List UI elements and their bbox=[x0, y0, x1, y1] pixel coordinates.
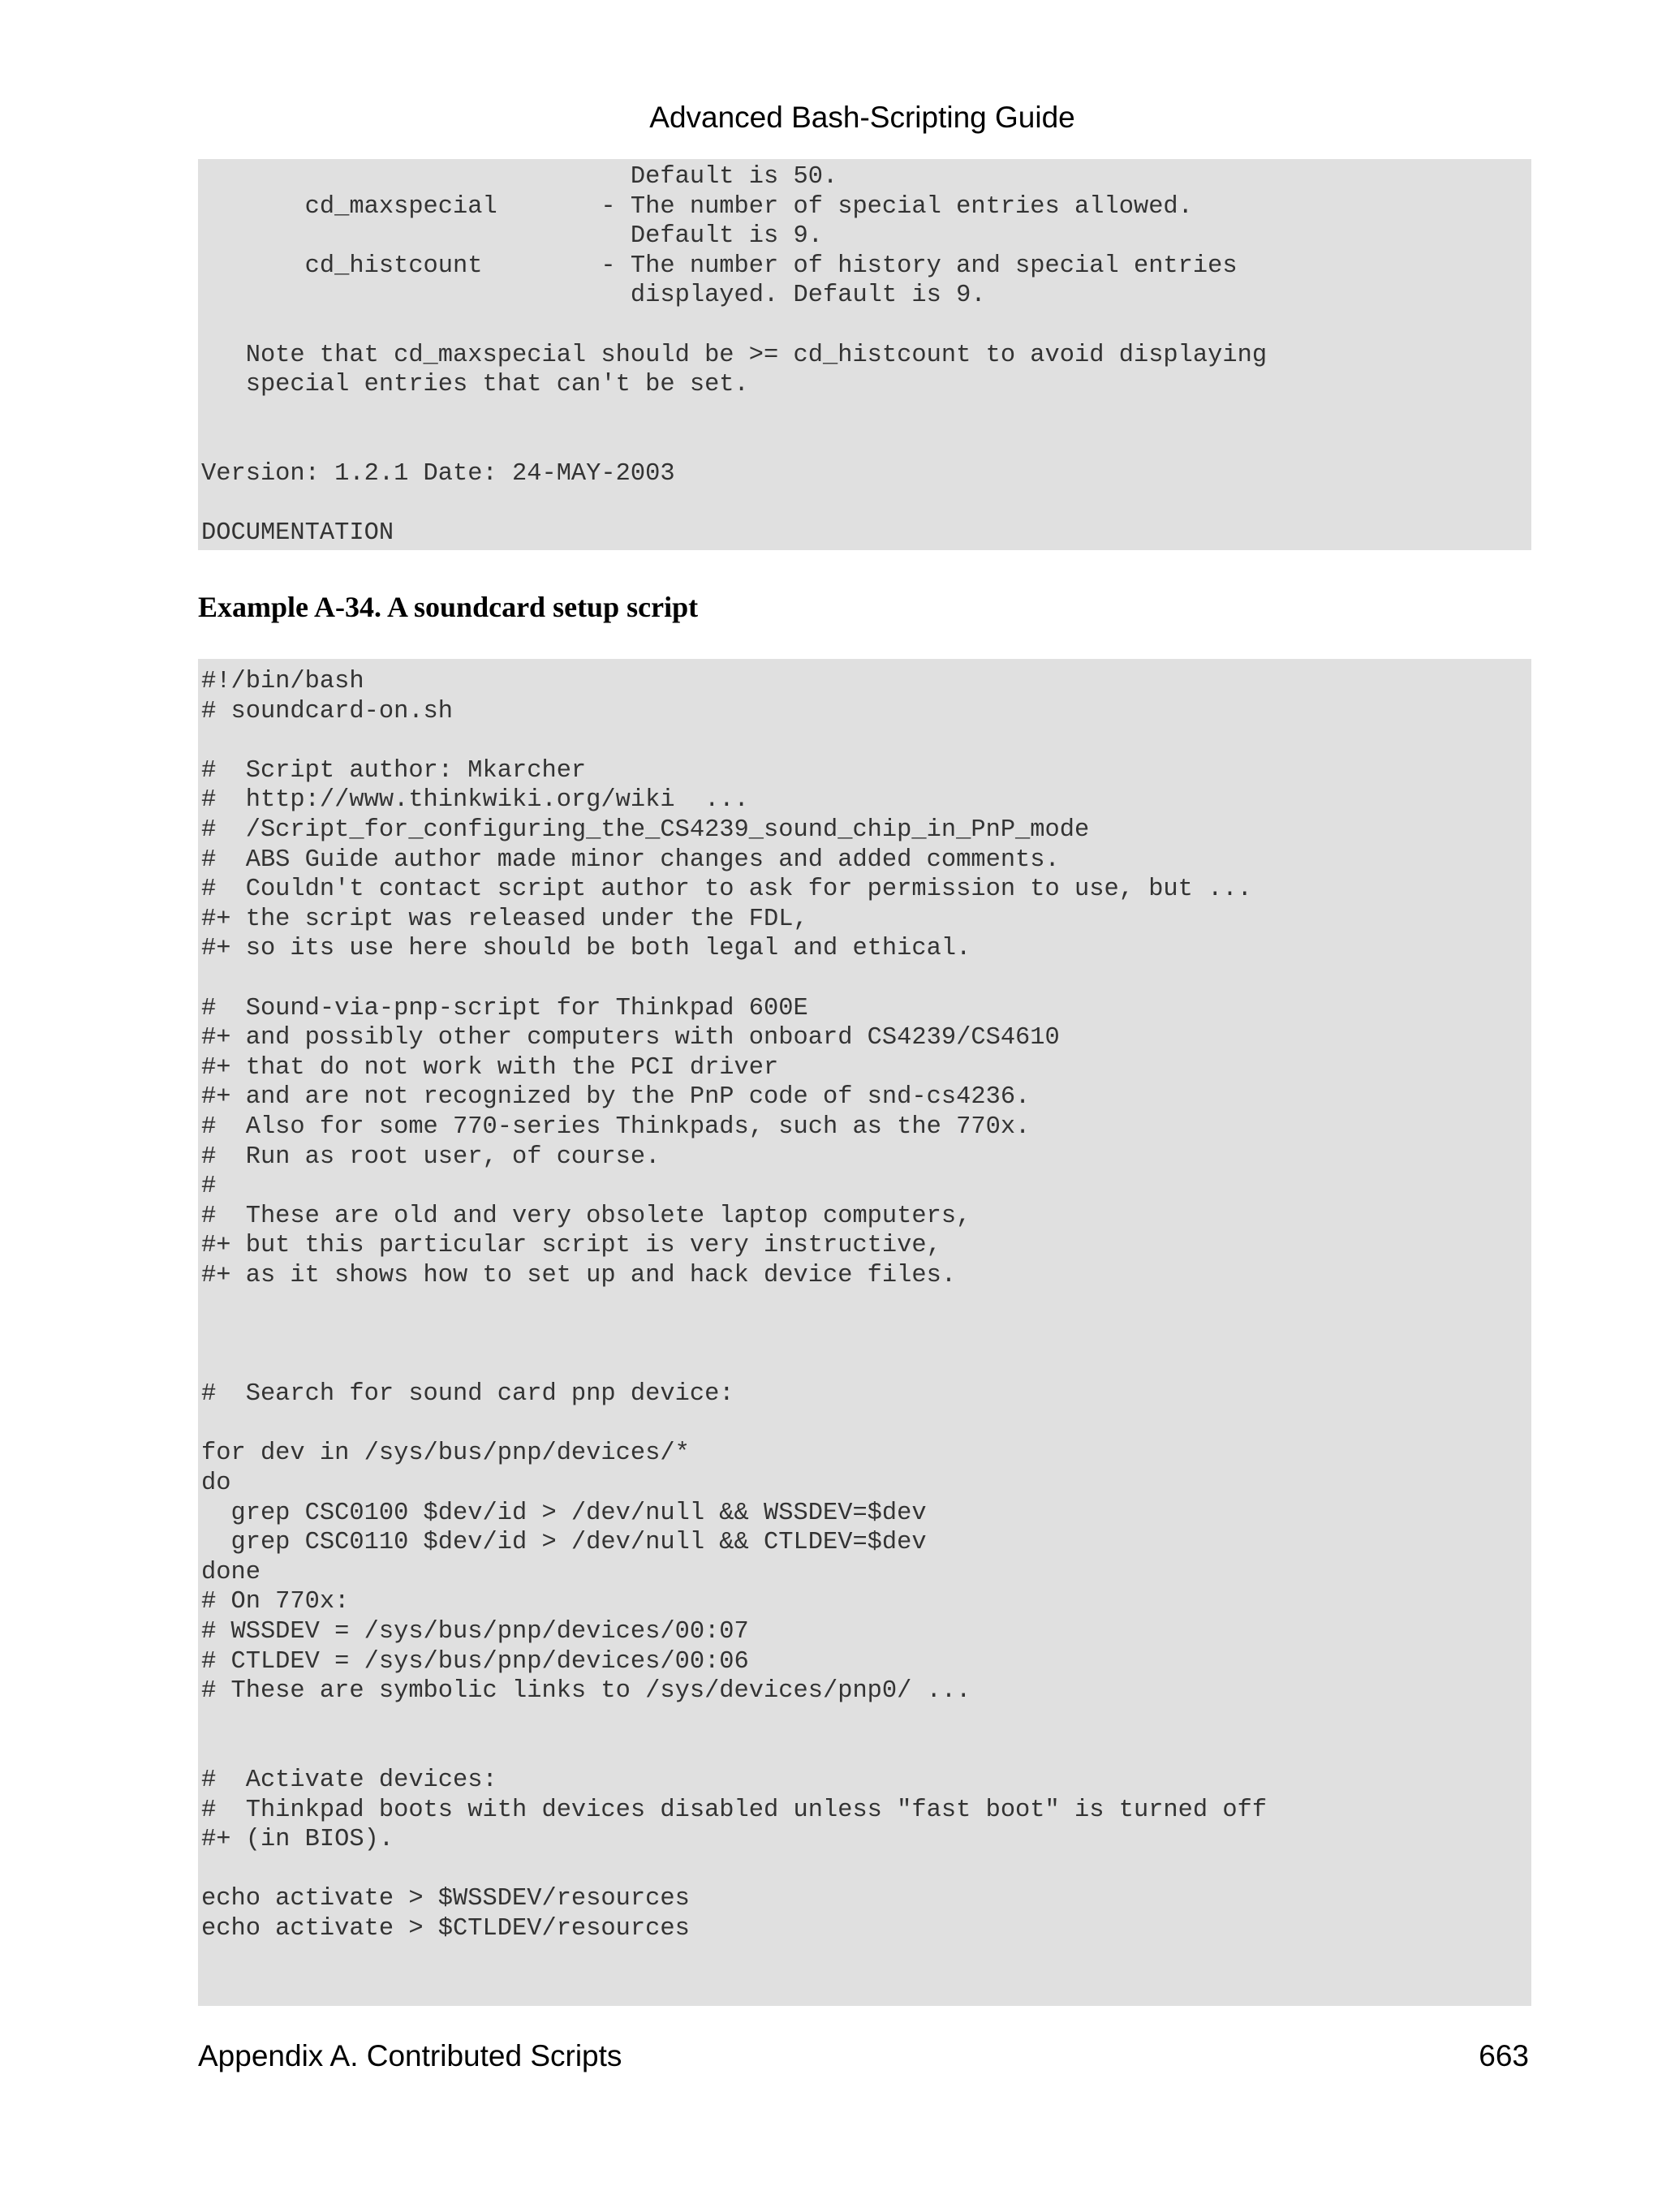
code-line: # Run as root user, of course. bbox=[201, 1143, 661, 1171]
code-line: cd_maxspecial - The number of special entries allowed. bbox=[201, 192, 1193, 221]
code-block-soundcard-script bbox=[198, 659, 1531, 2006]
code-line: # http://www.thinkwiki.org/wiki ... bbox=[201, 786, 749, 815]
code-block-continued bbox=[198, 159, 1531, 550]
code-line: Note that cd_maxspecial should be >= cd_histcount to avoid displaying bbox=[201, 341, 1268, 369]
code-line: # These are symbolic links to /sys/devices/pnp0/ ... bbox=[201, 1677, 971, 1706]
code-line: #+ (in BIOS). bbox=[201, 1826, 394, 1854]
code-listing bbox=[201, 162, 1531, 549]
code-line: Version: 1.2.1 Date: 24-MAY-2003 bbox=[201, 459, 675, 488]
code-line: DOCUMENTATION bbox=[201, 519, 394, 548]
code-line: echo activate > $WSSDEV/resources bbox=[201, 1885, 690, 1913]
code-line: # Sound-via-pnp-script for Thinkpad 600E bbox=[201, 994, 808, 1022]
footer-section-title: Appendix A. Contributed Scripts bbox=[198, 2039, 622, 2072]
code-line: displayed. Default is 9. bbox=[201, 282, 986, 310]
code-line: #+ and are not recognized by the PnP code of snd-cs4236. bbox=[201, 1083, 1031, 1112]
code-line: #+ and possibly other computers with onboard CS4239/CS4610 bbox=[201, 1024, 1060, 1052]
code-line: #+ but this particular script is very instructive, bbox=[201, 1232, 941, 1260]
example-title: Example A-34. A soundcard setup script bbox=[198, 591, 699, 623]
code-line: # On 770x: bbox=[201, 1588, 350, 1616]
page-header-title: Advanced Bash-Scripting Guide bbox=[649, 101, 1075, 134]
code-line: echo activate > $CTLDEV/resources bbox=[201, 1914, 690, 1943]
code-line: #+ the script was released under the FDL, bbox=[201, 905, 808, 933]
code-line: # WSSDEV = /sys/bus/pnp/devices/00:07 bbox=[201, 1618, 749, 1646]
code-line: # Couldn't contact script author to ask for permission to use, but ... bbox=[201, 876, 1252, 904]
code-line: Default is 50. bbox=[201, 163, 838, 191]
code-line: # Activate devices: bbox=[201, 1766, 497, 1794]
code-line: # /Script_for_configuring_the_CS4239_sound_chip_in_PnP_mode bbox=[201, 816, 1090, 844]
code-line: # soundcard-on.sh bbox=[201, 697, 454, 725]
code-line: #+ so its use here should be both legal and ethical. bbox=[201, 935, 971, 963]
code-listing bbox=[201, 667, 1531, 1944]
code-line: # ABS Guide author made minor changes and added comments. bbox=[201, 846, 1060, 874]
code-line: cd_histcount - The number of history and special entries bbox=[201, 252, 1238, 280]
code-line: done bbox=[201, 1558, 260, 1586]
footer-page-number: 663 bbox=[1479, 2039, 1529, 2072]
code-line: grep CSC0100 $dev/id > /dev/null && WSSDEV=$dev bbox=[201, 1499, 927, 1527]
code-line: # Also for some 770-series Thinkpads, such as the 770x. bbox=[201, 1112, 1031, 1141]
code-line: grep CSC0110 $dev/id > /dev/null && CTLDEV=$dev bbox=[201, 1529, 927, 1557]
code-line: for dev in /sys/bus/pnp/devices/* bbox=[201, 1440, 690, 1468]
code-line: # Search for sound card pnp device: bbox=[201, 1380, 734, 1409]
code-line: do bbox=[201, 1470, 231, 1498]
code-line: # These are old and very obsolete laptop computers, bbox=[201, 1202, 971, 1230]
code-line: # Thinkpad boots with devices disabled unless "fast boot" is turned off bbox=[201, 1796, 1268, 1824]
code-line: # CTLDEV = /sys/bus/pnp/devices/00:06 bbox=[201, 1647, 749, 1676]
code-line: #+ that do not work with the PCI driver bbox=[201, 1053, 779, 1082]
code-line: # bbox=[201, 1173, 217, 1201]
code-line: #+ as it shows how to set up and hack device files. bbox=[201, 1261, 957, 1289]
code-line: # Script author: Mkarcher bbox=[201, 756, 587, 785]
code-line: Default is 9. bbox=[201, 222, 823, 251]
code-line: #!/bin/bash bbox=[201, 668, 364, 695]
code-line: special entries that can't be set. bbox=[201, 371, 749, 399]
